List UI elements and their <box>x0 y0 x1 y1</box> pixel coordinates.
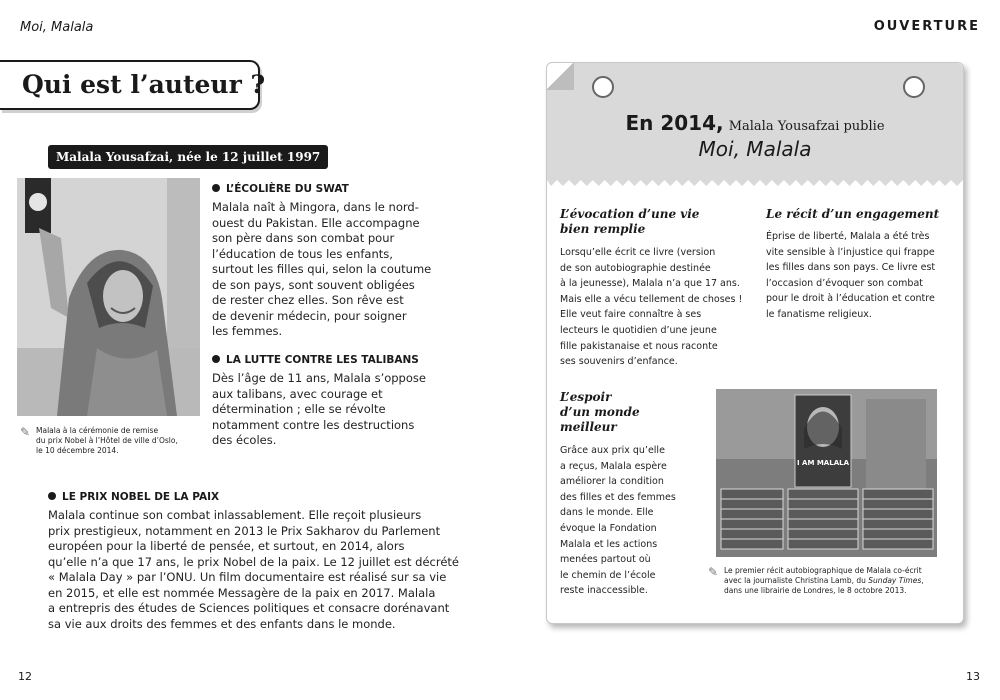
card-subtitle-evocation: L’évocation d’une vie bien remplie <box>560 207 700 236</box>
section-title: LA LUTTE CONTRE LES TALIBANS <box>226 354 419 366</box>
section-heading-nobel <box>48 491 219 503</box>
section-text-swat: Malala naît à Mingora, dans le nord- ouest du Pakistan. Elle accompagne son père dans son combat pour l’éducation de tous les enfants, surtout les filles qui, selon la coutume de son pays, sont souvent obligées de rester chez elles. Son rêve est de devenir médecin, pour soigner les femmes. <box>212 200 432 338</box>
page-number-left: 12 <box>18 670 32 683</box>
bullet-icon <box>48 492 56 500</box>
card-year: En 2014, <box>625 111 724 135</box>
ring-hole-right <box>903 76 925 98</box>
caption-icon: ✎ <box>708 565 719 579</box>
running-head: Moi, Malala <box>20 20 94 35</box>
card-subtitle-espoir: L’espoir d’un monde meilleur <box>560 390 640 434</box>
caption-text: Le premier récit autobiographique de Malala co-écrit avec la journaliste Christina Lamb, du <box>724 566 922 585</box>
caption-source: Sunday Times <box>868 576 922 585</box>
photo-caption: Malala à la cérémonie de remise du prix Nobel à l’Hôtel de ville d’Oslo, le 10 décembre 2014. <box>36 426 178 455</box>
section-title: L’ÉCOLIÈRE DU SWAT <box>226 183 349 195</box>
section-text-talibans: Dès l’âge de 11 ans, Malala s’oppose aux talibans, avec courage et détermination ; elle se révolte notamment contre les destructions des écoles. <box>212 371 426 447</box>
card-header-band <box>547 63 963 178</box>
ring-hole-left <box>592 76 614 98</box>
bullet-icon <box>212 184 220 192</box>
section-heading: OUVERTURE <box>873 19 980 34</box>
bullet-icon <box>212 355 220 363</box>
torn-edge <box>547 178 963 186</box>
card-subtitle-engagement: Le récit d’un engagement <box>766 207 940 221</box>
page-title: Qui est l’auteur ? <box>22 70 266 99</box>
bookstore-photo <box>716 389 937 557</box>
folded-corner <box>547 63 574 90</box>
card-title <box>547 111 963 161</box>
section-text-nobel: Malala continue son combat inlassablement. Elle reçoit plusieurs prix prestigieux, notamment en 2013 le Prix Sakharov du Parlement européen pour la liberté de pensée, et surtout, en 2014, alors qu’elle n’a que 17 ans, le prix Nobel de la paix. Le 12 juillet est décrété « Malala Day » par l’ONU. Un film documentaire est réalisé sur sa vie en 2015, et elle est nommée Messagère de la paix en 2017. Malala a entrepris des études de Sciences politiques et consacre dorénavant sa vie aux droits des femmes et des enfants dans le monde. <box>48 508 459 631</box>
caption-icon: ✎ <box>20 425 31 439</box>
bookstore-photo-caption <box>724 566 954 596</box>
card-text-engagement: Éprise de liberté, Malala a été très vite sensible à l’injustice qui frappe les filles dans son pays. Ce livre est l’occasion d’évoquer son combat pour le droit à l’éducation et contre le fanatisme religieux. <box>766 231 936 320</box>
page-title-box <box>0 60 266 110</box>
section-heading-talibans <box>212 354 419 366</box>
card-text-espoir: Grâce aux prix qu’elle a reçus, Malala espère améliorer la condition des filles et des femmes dans le monde. Elle évoque la Fondation Malala et les actions menées partout où le chemin de l’école reste inaccessible. <box>560 445 676 597</box>
author-banner: Malala Yousafzai, née le 12 juillet 1997 <box>48 145 328 169</box>
section-title: LE PRIX NOBEL DE LA PAIX <box>62 491 220 503</box>
photo-illustration <box>17 178 200 416</box>
card-book-title: Moi, Malala <box>698 137 812 161</box>
card-publisher-text: Malala Yousafzai publie <box>728 119 885 134</box>
section-heading-swat <box>212 183 349 195</box>
page-number-right: 13 <box>966 670 980 683</box>
caption-text-end: , dans une librairie de Londres, le 8 octobre 2013. <box>724 576 924 595</box>
malala-nobel-photo <box>17 178 200 416</box>
card-text-evocation: Lorsqu’elle écrit ce livre (version de son autobiographie destinée à la jeunesse), Malala n’a que 17 ans. Mais elle a vécu tellement de choses ! Elle veut faire connaître à ses lecteurs le quotidien d’une jeune fille pakistanaise et nous raconte ses souvenirs d’enfance. <box>560 247 743 368</box>
bookstore-illustration <box>716 389 937 557</box>
book-cover-text: I AM MALALA <box>796 459 850 467</box>
